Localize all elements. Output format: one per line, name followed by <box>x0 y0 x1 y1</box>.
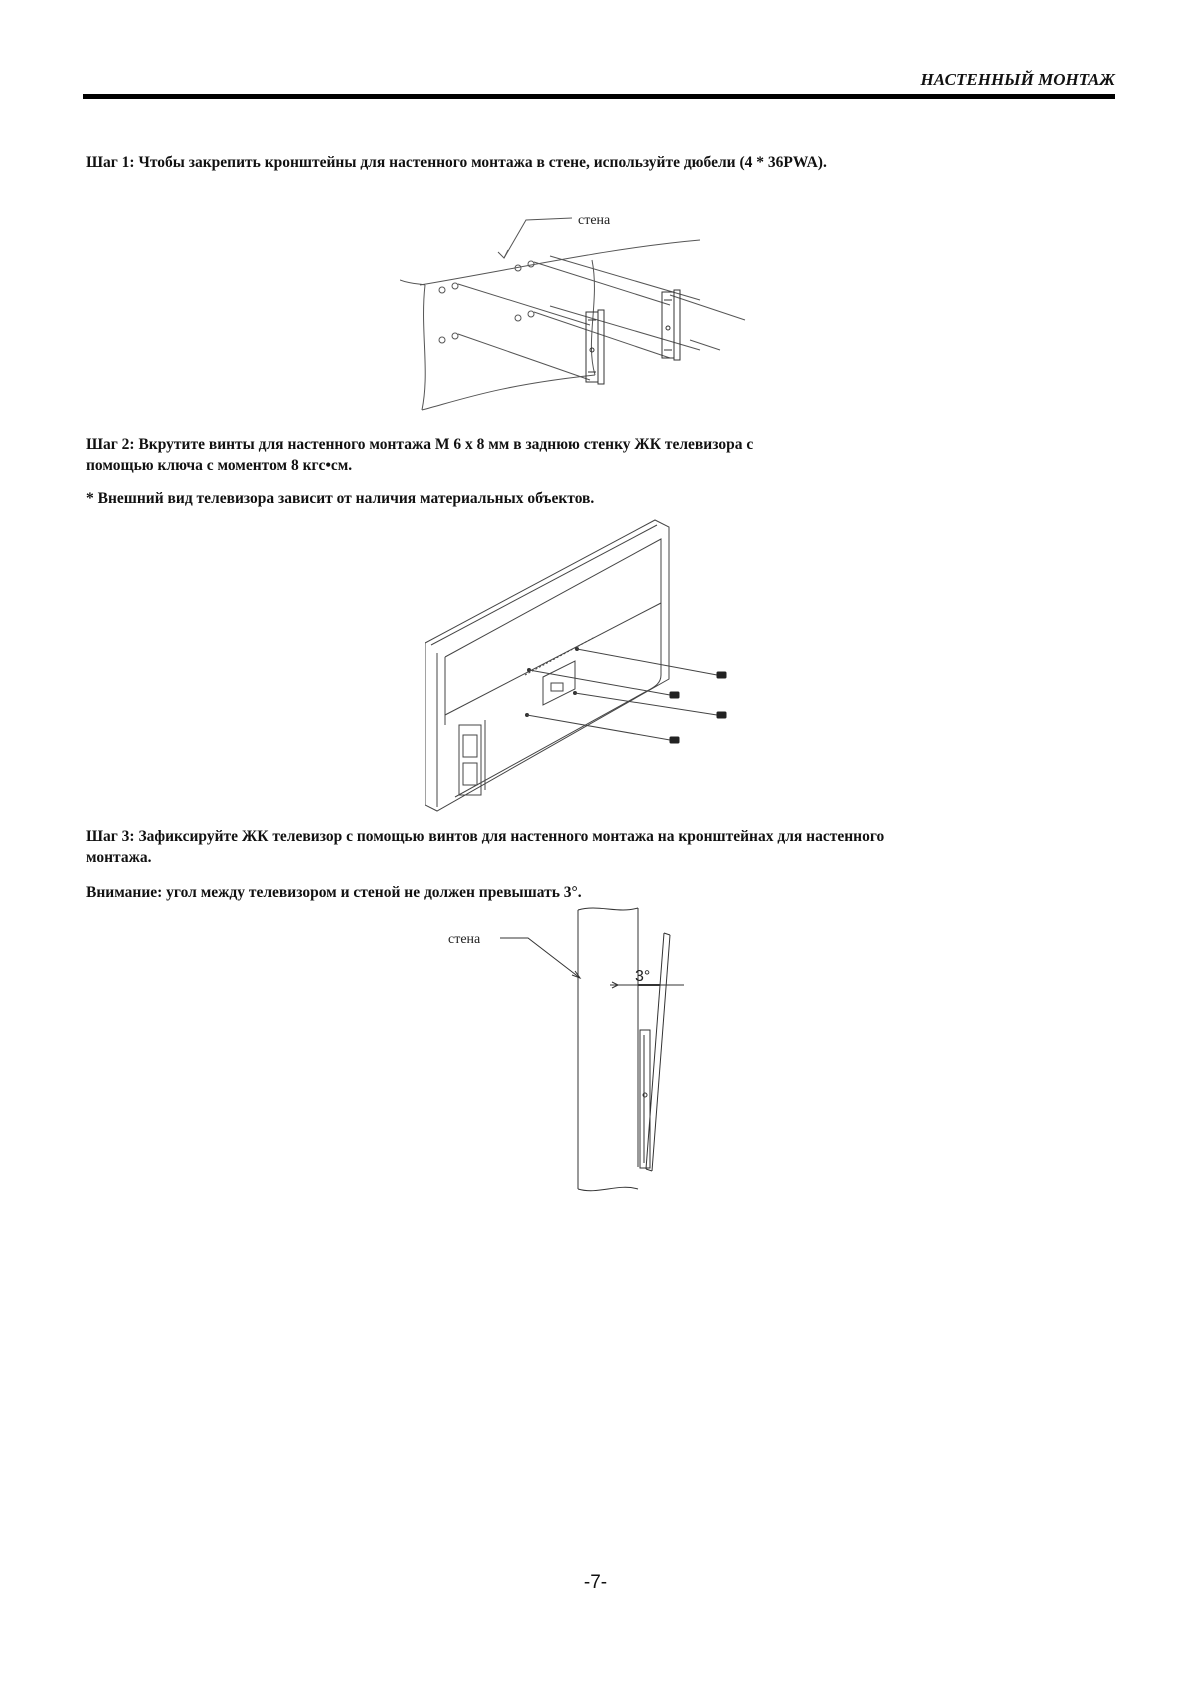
wall-label: стена <box>448 932 481 947</box>
step-2-text-line-1: Шаг 2: Вкрутите винты для настенного монтажа M 6 x 8 мм в заднюю стенку ЖК телевизора с <box>86 436 754 453</box>
figure-tv-back-screws <box>425 515 755 815</box>
section-title: НАСТЕННЫЙ МОНТАЖ <box>920 70 1115 89</box>
header-rule <box>83 94 1115 99</box>
wall-leader-line <box>504 218 572 258</box>
wall-fold <box>591 260 595 375</box>
wall-top-edge <box>420 240 700 285</box>
screw-guide-lines <box>527 649 717 740</box>
wall-top-edge <box>578 908 638 910</box>
figure-side-angle <box>440 905 700 1195</box>
arrow-head-icon <box>498 250 508 258</box>
tv-back-panel-upper <box>445 539 661 657</box>
io-panel <box>459 720 485 795</box>
page-number: -7- <box>583 1572 608 1593</box>
mounting-holes <box>525 647 579 717</box>
wall-bracket-right <box>662 290 680 360</box>
alignment-lines <box>458 256 745 380</box>
wall-label: стена <box>578 213 611 228</box>
step-2-text-line-2: помощью ключа с моментом 8 кгс•см. <box>86 457 353 474</box>
angle-label: 3° <box>635 968 651 985</box>
wall-bracket-side <box>640 1030 650 1168</box>
wall-leader-line <box>500 938 580 978</box>
screw-icon <box>670 672 726 743</box>
appearance-note: * Внешний вид телевизора зависит от наличия материальных объектов. <box>86 490 595 507</box>
figure-wall-brackets <box>400 200 780 420</box>
wall-left-edge <box>422 285 425 410</box>
step-3-text-line-1: Шаг 3: Зафиксируйте ЖК телевизор с помощью винтов для настенного монтажа на кронштейнах для настенного <box>86 828 885 845</box>
tv-outline <box>425 520 669 811</box>
step-1-text: Шаг 1: Чтобы закрепить кронштейны для настенного монтажа в стене, используйте дюбели (4 * 36PWA). <box>86 154 827 171</box>
warning-text: Внимание: угол между телевизором и стеной не должен превышать 3°. <box>86 884 582 901</box>
step-3-text-line-2: монтажа. <box>86 849 152 866</box>
